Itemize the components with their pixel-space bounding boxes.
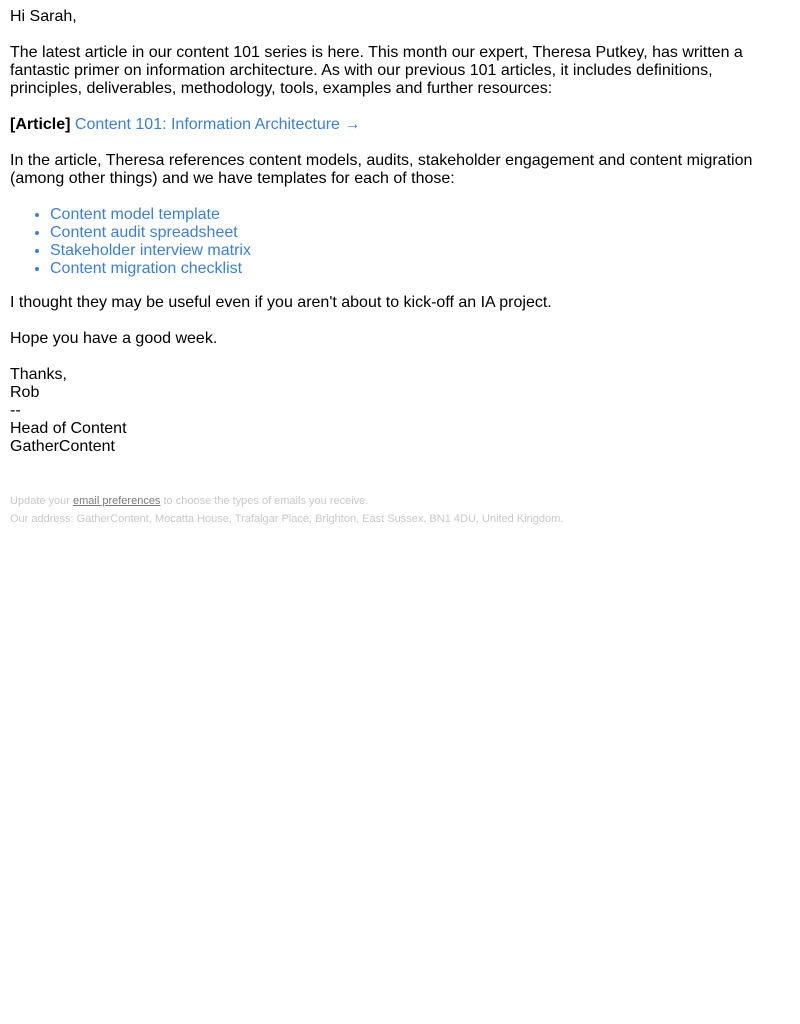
signature-company: GatherContent — [10, 438, 115, 455]
list-item — [50, 224, 770, 242]
preferences-line — [10, 492, 770, 510]
signature-name: Rob — [10, 384, 40, 401]
signature-separator: -- — [10, 402, 21, 419]
signature-title: Head of Content — [10, 420, 127, 437]
content-migration-checklist-link[interactable]: Content migration checklist — [50, 260, 243, 277]
templates-list — [10, 206, 770, 278]
signature — [10, 366, 770, 456]
article-line — [10, 116, 770, 134]
signature-thanks: Thanks, — [10, 366, 67, 383]
list-item — [50, 206, 770, 224]
templates-intro: In the article, Theresa references content models, audits, stakeholder engagement and content migration (among other things) and we have templates for each of those: — [10, 152, 753, 187]
email-preferences-link[interactable]: email preferences — [73, 495, 161, 507]
preferences-suffix: to choose the types of emails you receive. — [163, 495, 369, 507]
intro-paragraph: The latest article in our content 101 series is here. This month our expert, Theresa Putkey, has written a fantastic primer on information architecture. As with our previous 101 articles, it includes definitions, principles, deliverables, methodology, tools, examples and further resources: — [10, 44, 743, 97]
greeting: Hi Sarah, — [10, 8, 77, 25]
preferences-prefix: Update your — [10, 495, 70, 507]
wish-text: Hope you have a good week. — [10, 330, 218, 347]
postal-address: Our address: GatherContent, Mocatta House, Trafalgar Place, Brighton, East Sussex, BN1 4DU, United Kingdom. — [10, 513, 564, 525]
content-model-template-link[interactable]: Content model template — [50, 206, 220, 223]
email-footer — [10, 492, 770, 528]
content-audit-spreadsheet-link[interactable]: Content audit spreadsheet — [50, 224, 238, 241]
list-item — [50, 242, 770, 260]
stakeholder-interview-matrix-link[interactable]: Stakeholder interview matrix — [50, 242, 251, 259]
article-link[interactable]: Content 101: Information Architecture → — [74, 116, 361, 133]
list-item — [50, 260, 770, 278]
closing-note: I thought they may be useful even if you aren't about to kick-off an IA project. — [10, 294, 552, 311]
article-tag: [Article] — [10, 116, 71, 133]
